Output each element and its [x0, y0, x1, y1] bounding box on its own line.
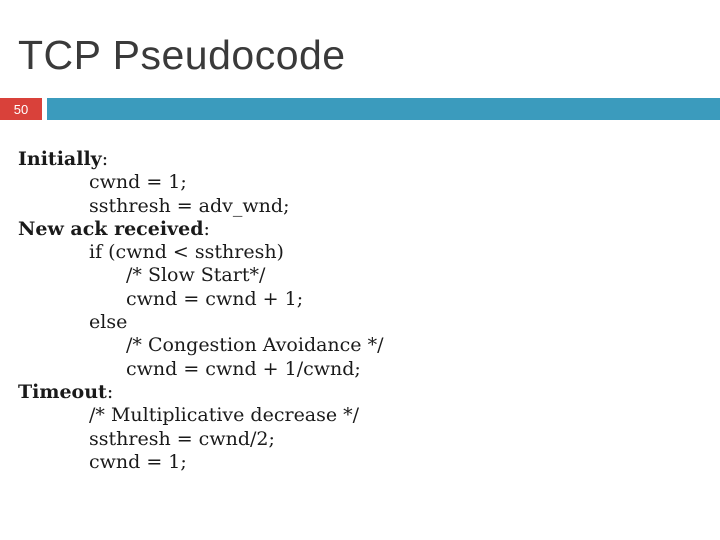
- section-label-new-ack: New ack received: [18, 217, 204, 240]
- code-line-new-ack: New ack received:: [18, 217, 210, 240]
- code-line: cwnd = 1;: [89, 171, 187, 194]
- code-line: cwnd = cwnd + 1/cwnd;: [126, 357, 361, 380]
- section-label-timeout: Timeout: [18, 380, 107, 403]
- code-comment: /* Congestion Avoidance */: [126, 334, 384, 357]
- code-line: ssthresh = adv_wnd;: [89, 194, 290, 217]
- slide-title: TCP Pseudocode: [18, 32, 346, 78]
- title-underline-bar: [47, 98, 720, 120]
- code-line: cwnd = cwnd + 1;: [126, 287, 304, 310]
- code-comment: /* Multiplicative decrease */: [89, 404, 360, 427]
- code-line: if (cwnd < ssthresh): [89, 241, 284, 264]
- section-label-initially: Initially: [18, 148, 102, 170]
- code-line-timeout: Timeout:: [18, 380, 114, 403]
- code-comment: /* Slow Start*/: [126, 264, 266, 287]
- pseudocode-block: [18, 148, 708, 474]
- code-line: cwnd = 1;: [89, 450, 187, 473]
- code-line: else: [89, 311, 128, 334]
- code-line: ssthresh = cwnd/2;: [89, 427, 275, 450]
- slide-number-badge: 50: [0, 98, 42, 120]
- code-line-initially: Initially:: [18, 148, 109, 170]
